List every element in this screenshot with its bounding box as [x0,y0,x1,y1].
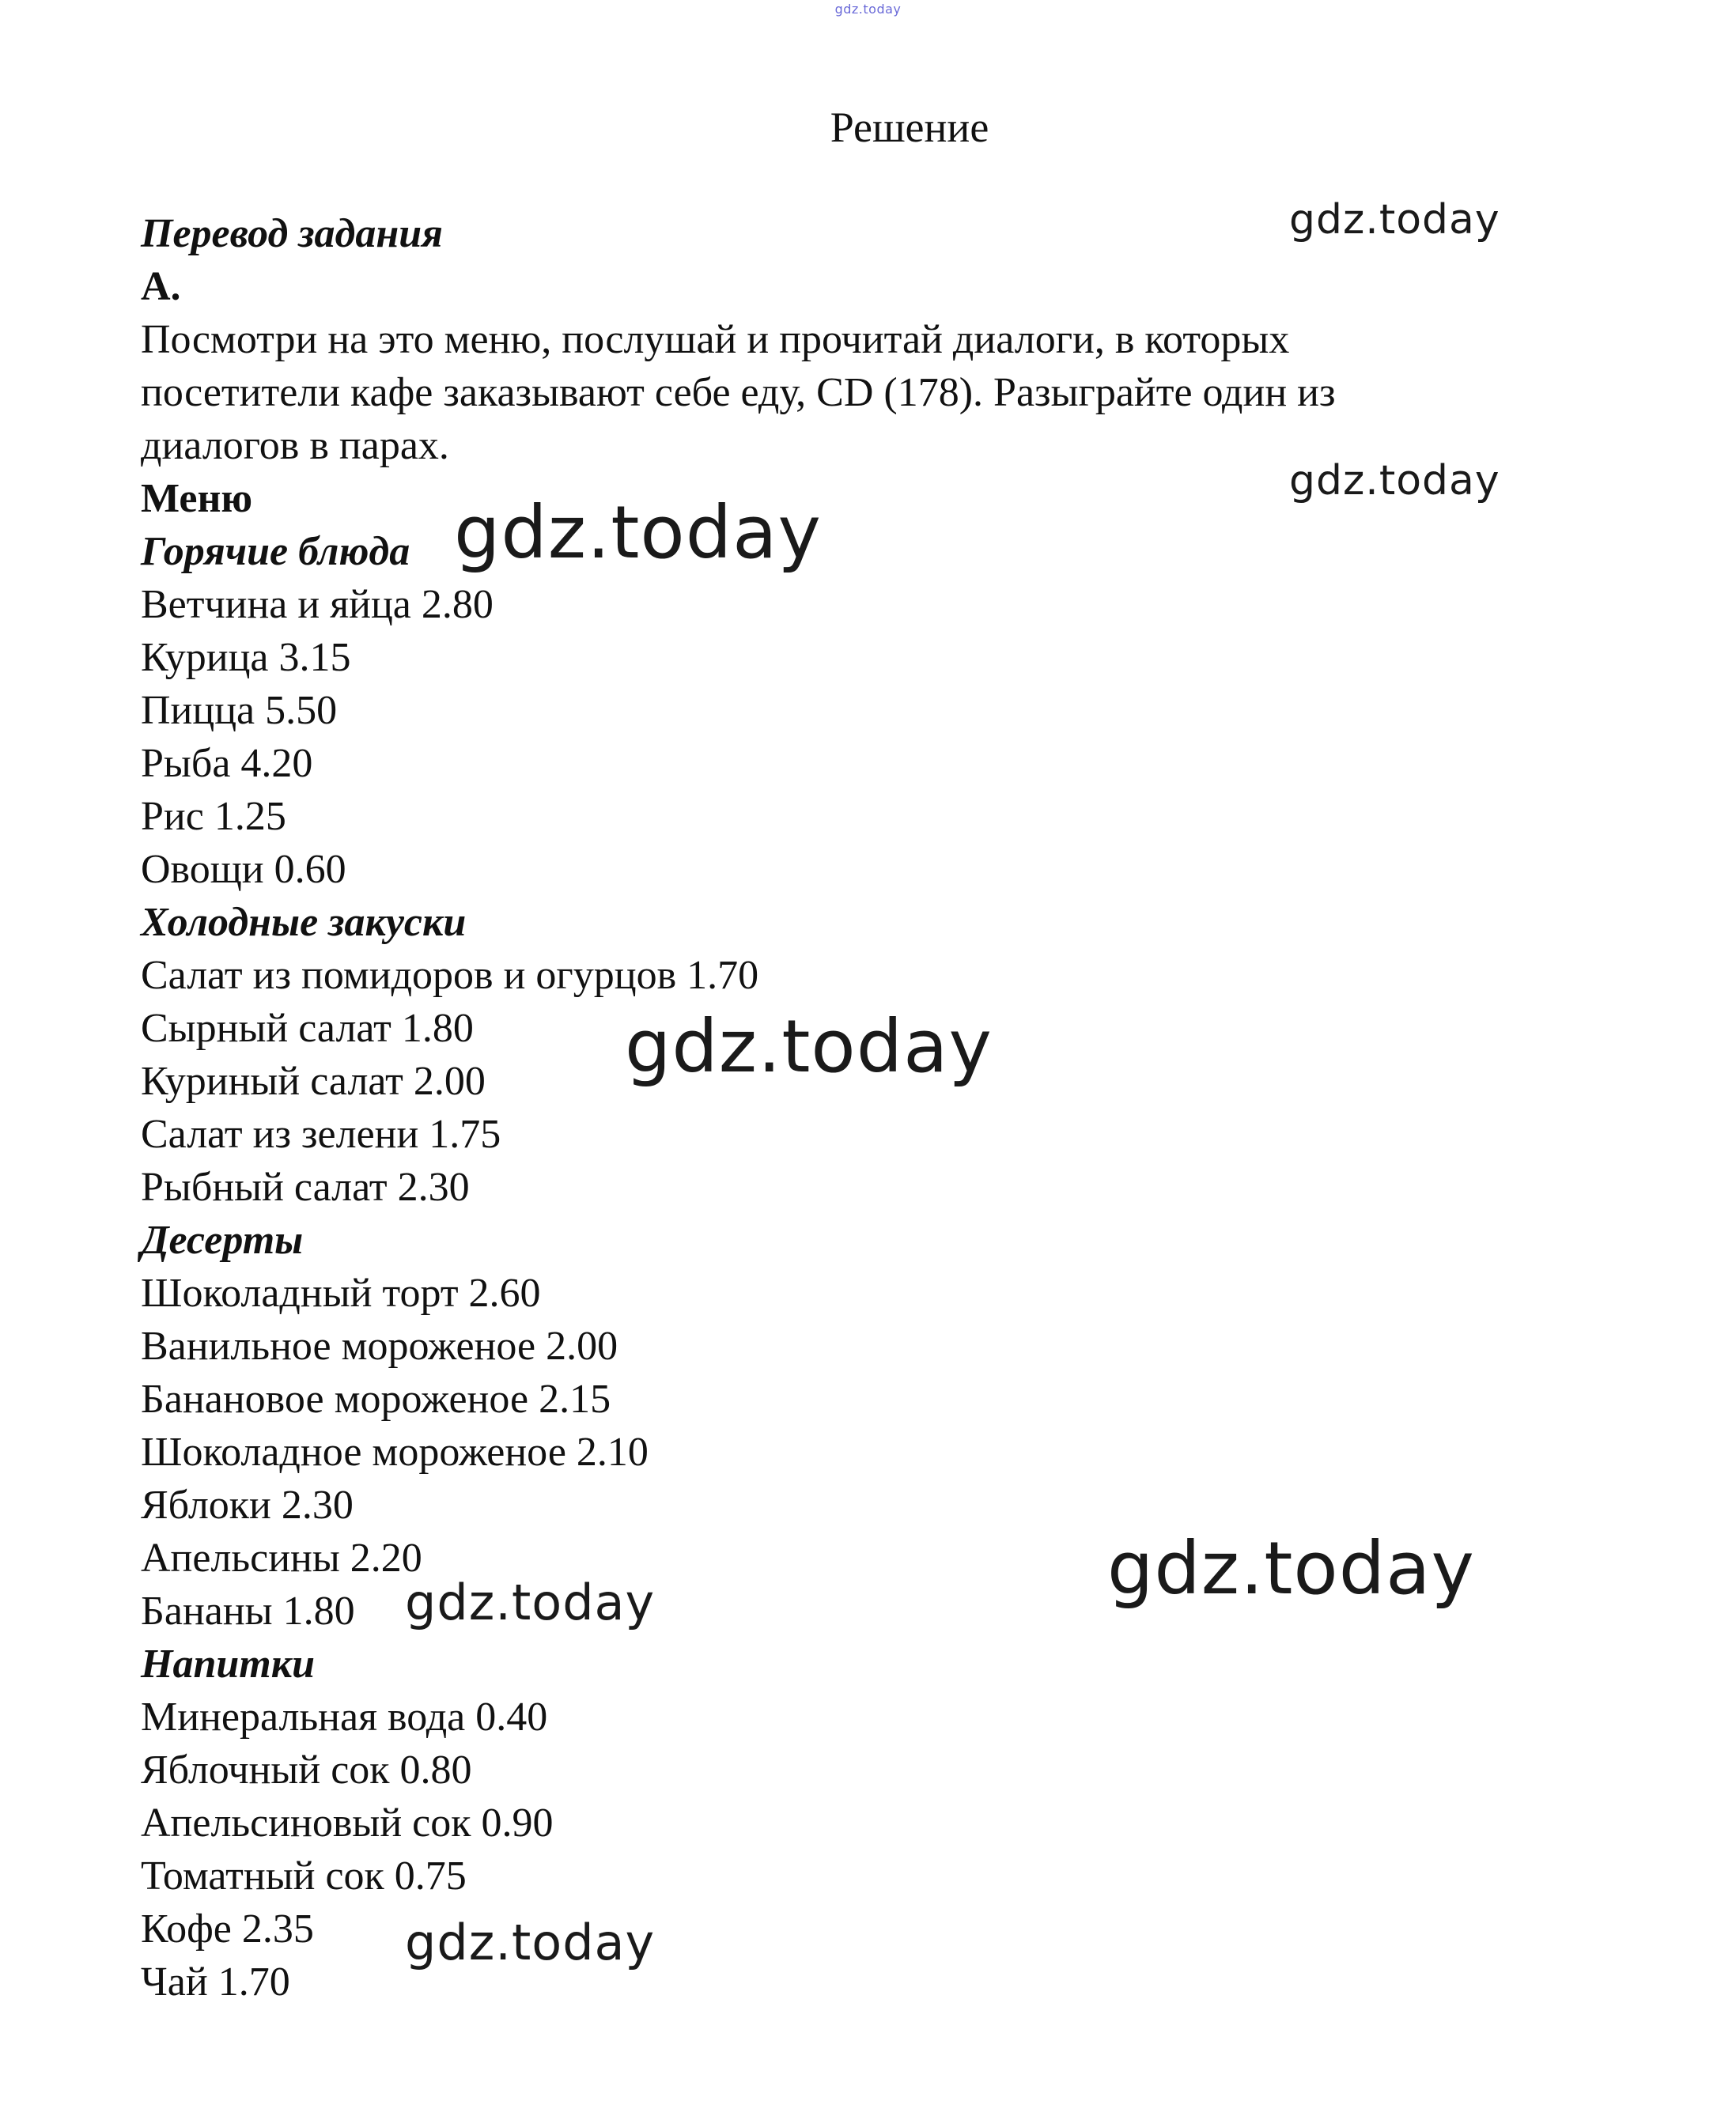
section-heading: Перевод задания [141,211,443,256]
watermark: gdz.today [1289,196,1500,244]
menu-section-heading-cold: Холодные закуски [141,900,467,945]
task-text-line: Посмотри на это меню, послушай и прочитай диалоги, в которых [141,317,1290,362]
menu-item: Салат из помидоров и огурцов 1.70 [141,953,759,998]
menu-item: Сырный салат 1.80 [141,1006,474,1051]
watermark: gdz.today [454,490,822,575]
menu-item: Рис 1.25 [141,794,286,839]
menu-section-heading-hot: Горячие блюда [141,529,410,574]
menu-item: Ванильное мороженое 2.00 [141,1324,618,1369]
menu-item: Минеральная вода 0.40 [141,1695,548,1740]
menu-item: Куриный салат 2.00 [141,1059,486,1104]
menu-item: Кофе 2.35 [141,1906,314,1952]
menu-item: Салат из зелени 1.75 [141,1112,501,1157]
task-label: A. [141,264,181,309]
menu-item: Шоколадное мороженое 2.10 [141,1430,649,1475]
menu-item: Рыба 4.20 [141,741,313,786]
menu-item: Бананы 1.80 [141,1589,355,1634]
watermark: gdz.today [1107,1526,1475,1611]
menu-item: Пицца 5.50 [141,688,338,733]
menu-section-heading-drinks: Напитки [141,1642,316,1687]
watermark: gdz.today [405,1574,656,1631]
watermark: gdz.today [405,1914,656,1971]
watermark: gdz.today [625,1004,993,1089]
header-watermark: gdz.today [834,2,902,17]
menu-item: Яблочный сок 0.80 [141,1748,472,1793]
menu-section-heading-desserts: Десерты [141,1218,304,1263]
menu-heading: Меню [141,476,253,521]
menu-item: Банановое мороженое 2.15 [141,1377,611,1422]
menu-item: Томатный сок 0.75 [141,1853,467,1899]
menu-item: Апельсины 2.20 [141,1536,422,1581]
task-text-line: диалогов в парах. [141,423,449,468]
menu-item: Ветчина и яйца 2.80 [141,582,494,627]
menu-item: Курица 3.15 [141,635,351,680]
menu-item: Яблоки 2.30 [141,1483,354,1528]
menu-item: Рыбный салат 2.30 [141,1165,470,1210]
task-text-line: посетители кафе заказывают себе еду, CD (178). Разыграйте один из [141,370,1336,415]
menu-item: Чай 1.70 [141,1959,290,2005]
menu-item: Апельсиновый сок 0.90 [141,1801,554,1846]
page-title: Решение [830,104,989,151]
menu-item: Овощи 0.60 [141,847,346,892]
watermark: gdz.today [1289,457,1500,504]
menu-item: Шоколадный торт 2.60 [141,1271,541,1316]
